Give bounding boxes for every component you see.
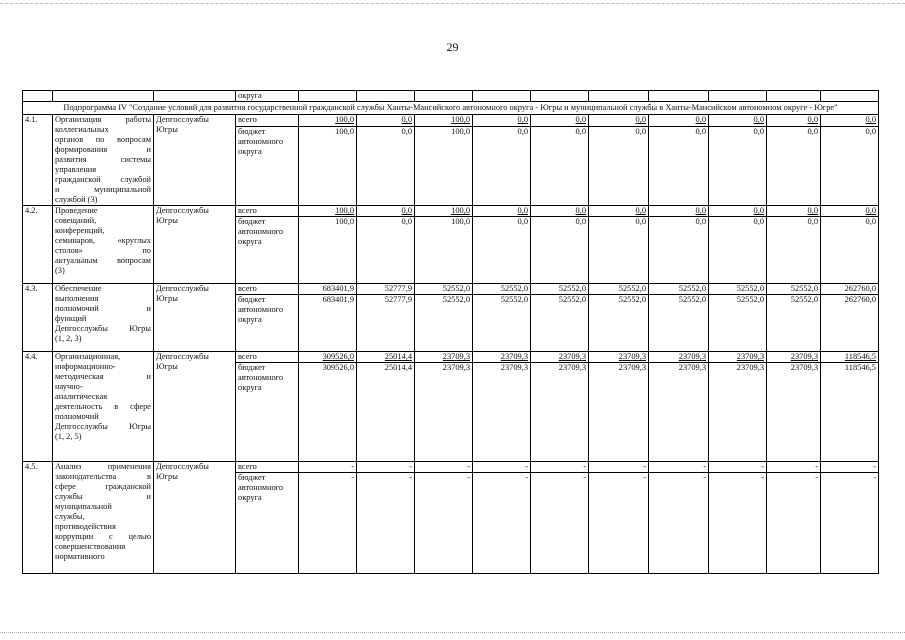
cell-line: коллегиальных bbox=[55, 125, 109, 134]
activity-number: 4.1. bbox=[23, 115, 53, 206]
value-budget: 52552,0 bbox=[415, 295, 473, 352]
activity-total-row bbox=[23, 115, 879, 127]
value-budget: 309526,0 bbox=[299, 363, 357, 462]
continuation-source-text: округа bbox=[236, 91, 299, 102]
value-total: 52777,9 bbox=[357, 284, 415, 295]
value-budget: 683401,9 bbox=[299, 295, 357, 352]
activity-executor bbox=[154, 352, 236, 462]
activity-executor bbox=[154, 462, 236, 574]
value-budget: 0,0 bbox=[589, 126, 649, 205]
cell-line: Депгосслужбы bbox=[156, 284, 209, 293]
cell-line: Проведение bbox=[55, 206, 98, 215]
cell-line: сфере гражданской bbox=[55, 482, 151, 491]
cell-line: Обеспечение bbox=[55, 284, 102, 293]
cell-line: Югры bbox=[156, 125, 178, 134]
cell-line: автономного bbox=[238, 373, 284, 382]
cell-line: нормативного bbox=[55, 552, 105, 561]
value-budget: 100,0 bbox=[415, 217, 473, 284]
activity-name bbox=[53, 115, 154, 206]
cell-line: бюджет bbox=[238, 363, 266, 372]
source-total-label: всего bbox=[236, 352, 299, 363]
cell-line: автономного bbox=[238, 305, 284, 314]
value-budget: 0,0 bbox=[589, 217, 649, 284]
activity-total-row bbox=[23, 462, 879, 473]
value-total: 0,0 bbox=[531, 115, 589, 127]
cell-line: Организация работы bbox=[55, 115, 151, 124]
value-total: 52552,0 bbox=[531, 284, 589, 295]
value-total: 0,0 bbox=[649, 206, 709, 217]
value-budget: 0,0 bbox=[531, 126, 589, 205]
value-budget: 0,0 bbox=[473, 217, 531, 284]
value-total: 23709,3 bbox=[473, 352, 531, 363]
activity-number: 4.4. bbox=[23, 352, 53, 462]
value-total: 52552,0 bbox=[709, 284, 767, 295]
value-total: 118546,5 bbox=[821, 352, 879, 363]
value-total: - bbox=[531, 462, 589, 473]
cell-line: полномочий bbox=[55, 412, 99, 421]
value-total: 0,0 bbox=[767, 115, 821, 127]
cell-line: бюджет bbox=[238, 126, 266, 136]
value-total: 100,0 bbox=[299, 206, 357, 217]
cell-line: полномочий и bbox=[55, 304, 151, 313]
value-budget: 23709,3 bbox=[473, 363, 531, 462]
cell-line: округа bbox=[238, 146, 262, 156]
value-total: 0,0 bbox=[357, 206, 415, 217]
source-total-label: всего bbox=[236, 462, 299, 473]
value-total: 52552,0 bbox=[473, 284, 531, 295]
cell-line: органов по вопросам bbox=[55, 135, 151, 144]
continuation-row bbox=[23, 91, 879, 102]
scan-edge-bottom bbox=[0, 632, 905, 633]
cell-line: конференций, bbox=[55, 226, 105, 235]
value-budget: - bbox=[649, 473, 709, 574]
value-total: 23709,3 bbox=[709, 352, 767, 363]
cell-line: (1, 2, 3) bbox=[55, 334, 82, 343]
cell-line: функций bbox=[55, 314, 87, 323]
value-total: 52552,0 bbox=[589, 284, 649, 295]
value-total: - bbox=[473, 462, 531, 473]
value-budget: 0,0 bbox=[767, 217, 821, 284]
value-total: 0,0 bbox=[531, 206, 589, 217]
value-total: 23709,3 bbox=[531, 352, 589, 363]
cell-line: противодействия bbox=[55, 522, 116, 531]
subprogram-header-row bbox=[23, 102, 879, 115]
value-budget: 0,0 bbox=[531, 217, 589, 284]
value-total: - bbox=[821, 462, 879, 473]
value-budget: 100,0 bbox=[299, 217, 357, 284]
value-total: 0,0 bbox=[709, 115, 767, 127]
value-budget: - bbox=[821, 473, 879, 574]
value-total: 23709,3 bbox=[415, 352, 473, 363]
value-budget: 52552,0 bbox=[767, 295, 821, 352]
activity-executor bbox=[154, 115, 236, 206]
value-budget: - bbox=[415, 473, 473, 574]
value-total: 52552,0 bbox=[415, 284, 473, 295]
cell-line: управления bbox=[55, 165, 97, 174]
cell-line: округа bbox=[238, 383, 262, 392]
activity-number: 4.3. bbox=[23, 284, 53, 352]
value-total: - bbox=[589, 462, 649, 473]
value-budget: - bbox=[767, 473, 821, 574]
cell-line: коррупции с целью bbox=[55, 532, 151, 541]
cell-line: Депгосслужбы Югры bbox=[55, 324, 151, 333]
value-total: - bbox=[767, 462, 821, 473]
value-total: 0,0 bbox=[821, 206, 879, 217]
activity-number: 4.5. bbox=[23, 462, 53, 574]
value-budget: - bbox=[357, 473, 415, 574]
value-budget: 23709,3 bbox=[767, 363, 821, 462]
value-budget: 23709,3 bbox=[415, 363, 473, 462]
cell-line: совещаний, bbox=[55, 216, 97, 225]
value-total: 0,0 bbox=[589, 115, 649, 127]
cell-line: Депгосслужбы bbox=[156, 352, 209, 361]
value-budget: 100,0 bbox=[299, 126, 357, 205]
value-total: 0,0 bbox=[709, 206, 767, 217]
value-budget: 23709,3 bbox=[589, 363, 649, 462]
value-budget: 52777,9 bbox=[357, 295, 415, 352]
value-total: 23709,3 bbox=[649, 352, 709, 363]
cell-line: Депгосслужбы bbox=[156, 462, 209, 471]
cell-line: Анализ применения bbox=[55, 462, 151, 471]
cell-line: развития системы bbox=[55, 155, 151, 164]
source-budget-label bbox=[236, 217, 299, 284]
value-budget: 0,0 bbox=[821, 217, 879, 284]
value-budget: 0,0 bbox=[709, 217, 767, 284]
cell-line: автономного bbox=[238, 483, 284, 492]
value-budget: 23709,3 bbox=[709, 363, 767, 462]
cell-line: Югры bbox=[156, 472, 178, 481]
cell-line: методическая и bbox=[55, 372, 151, 381]
value-total: 52552,0 bbox=[649, 284, 709, 295]
value-budget: 52552,0 bbox=[531, 295, 589, 352]
cell-line: информационно- bbox=[55, 362, 116, 371]
cell-line: округа bbox=[238, 493, 262, 502]
cell-line: столов» по bbox=[55, 246, 151, 255]
cell-line: законодательства в bbox=[55, 472, 151, 481]
cell-line: службы, bbox=[55, 512, 85, 521]
page-number: 29 bbox=[446, 40, 459, 54]
source-budget-label bbox=[236, 473, 299, 574]
value-total: 0,0 bbox=[473, 115, 531, 127]
activity-name bbox=[53, 462, 154, 574]
subprogram-title: Подпрограмма IV "Создание условий для развития государственной гражданской службы Ханты-Мансийского автономного округа - Югры и муниципальной службы в Ханты-Мансийском автономном округе - Югре" bbox=[23, 102, 879, 115]
value-budget: - bbox=[531, 473, 589, 574]
value-total: 0,0 bbox=[649, 115, 709, 127]
value-budget: 0,0 bbox=[649, 126, 709, 205]
cell-line: актуальным вопросам bbox=[55, 256, 151, 265]
program-table bbox=[22, 90, 879, 574]
value-total: - bbox=[415, 462, 473, 473]
cell-line: Депгосслужбы Югры bbox=[55, 422, 151, 431]
cell-line: (3) bbox=[55, 266, 65, 275]
value-total: 683401,9 bbox=[299, 284, 357, 295]
value-budget: 23709,3 bbox=[531, 363, 589, 462]
value-budget: 0,0 bbox=[357, 217, 415, 284]
value-budget: 25014,4 bbox=[357, 363, 415, 462]
value-budget: 52552,0 bbox=[709, 295, 767, 352]
activity-total-row bbox=[23, 284, 879, 295]
activity-name bbox=[53, 352, 154, 462]
value-total: 0,0 bbox=[821, 115, 879, 127]
cell-line: совершенствования bbox=[55, 542, 126, 551]
cell-line: семинаров, «круглых bbox=[55, 236, 151, 245]
value-budget: 23709,3 bbox=[649, 363, 709, 462]
value-budget: 118546,5 bbox=[821, 363, 879, 462]
value-budget: 100,0 bbox=[415, 126, 473, 205]
value-total: 23709,3 bbox=[767, 352, 821, 363]
cell-line: муниципальной bbox=[55, 502, 112, 511]
cell-line: Югры bbox=[156, 362, 178, 371]
cell-line: аналитическая bbox=[55, 392, 108, 401]
activity-total-row bbox=[23, 352, 879, 363]
value-total: 309526,0 bbox=[299, 352, 357, 363]
scan-edge-top bbox=[0, 3, 905, 4]
value-budget: 0,0 bbox=[649, 217, 709, 284]
activity-executor bbox=[154, 206, 236, 284]
cell-line: бюджет bbox=[238, 217, 266, 226]
value-budget: 52552,0 bbox=[473, 295, 531, 352]
cell-line: бюджет bbox=[238, 295, 266, 304]
value-budget: - bbox=[473, 473, 531, 574]
value-total: 23709,3 bbox=[589, 352, 649, 363]
source-total-label: всего bbox=[236, 284, 299, 295]
cell-line: гражданской службой bbox=[55, 175, 151, 184]
value-budget: 0,0 bbox=[821, 126, 879, 205]
activity-name bbox=[53, 206, 154, 284]
cell-line: и муниципальной bbox=[55, 185, 151, 194]
value-budget: - bbox=[709, 473, 767, 574]
activity-executor bbox=[154, 284, 236, 352]
value-total: 100,0 bbox=[415, 206, 473, 217]
cell-line: деятельность в сфере bbox=[55, 402, 151, 411]
source-budget-label bbox=[236, 363, 299, 462]
value-total: - bbox=[709, 462, 767, 473]
value-total: - bbox=[357, 462, 415, 473]
value-budget: 0,0 bbox=[357, 126, 415, 205]
cell-line: округа bbox=[238, 237, 262, 246]
cell-line: Югры bbox=[156, 216, 178, 225]
value-budget: 0,0 bbox=[709, 126, 767, 205]
value-total: 52552,0 bbox=[767, 284, 821, 295]
value-total: 0,0 bbox=[589, 206, 649, 217]
value-total: - bbox=[649, 462, 709, 473]
activity-name bbox=[53, 284, 154, 352]
value-total: 0,0 bbox=[357, 115, 415, 127]
value-total: 100,0 bbox=[299, 115, 357, 127]
cell-line: (1, 2, 5) bbox=[55, 432, 82, 441]
value-total: - bbox=[299, 462, 357, 473]
value-budget: 52552,0 bbox=[589, 295, 649, 352]
cell-line: бюджет bbox=[238, 473, 266, 482]
source-budget-label bbox=[236, 126, 299, 205]
cell-line: службы и bbox=[55, 492, 151, 501]
activity-total-row bbox=[23, 206, 879, 217]
value-budget: 52552,0 bbox=[649, 295, 709, 352]
value-budget: 0,0 bbox=[767, 126, 821, 205]
value-total: 100,0 bbox=[415, 115, 473, 127]
cell-line: службой (3) bbox=[55, 195, 98, 204]
value-total: 0,0 bbox=[767, 206, 821, 217]
cell-line: научно- bbox=[55, 382, 83, 391]
source-total-label: всего bbox=[236, 115, 299, 127]
cell-line: автономного bbox=[238, 136, 284, 146]
cell-line: формирования и bbox=[55, 145, 151, 154]
cell-line: Депгосслужбы bbox=[156, 206, 209, 215]
cell-line: выполнения bbox=[55, 294, 99, 303]
source-total-label: всего bbox=[236, 206, 299, 217]
cell-line: Депгосслужбы bbox=[156, 115, 209, 124]
value-budget: - bbox=[589, 473, 649, 574]
cell-line: округа bbox=[238, 315, 262, 324]
value-budget: - bbox=[299, 473, 357, 574]
value-budget: 262760,0 bbox=[821, 295, 879, 352]
value-total: 0,0 bbox=[473, 206, 531, 217]
value-total: 25014,4 bbox=[357, 352, 415, 363]
value-budget: 0,0 bbox=[473, 126, 531, 205]
cell-line: автономного bbox=[238, 227, 284, 236]
source-budget-label bbox=[236, 295, 299, 352]
value-total: 262760,0 bbox=[821, 284, 879, 295]
cell-line: Организационная, bbox=[55, 352, 121, 361]
activity-number: 4.2. bbox=[23, 206, 53, 284]
cell-line: Югры bbox=[156, 294, 178, 303]
